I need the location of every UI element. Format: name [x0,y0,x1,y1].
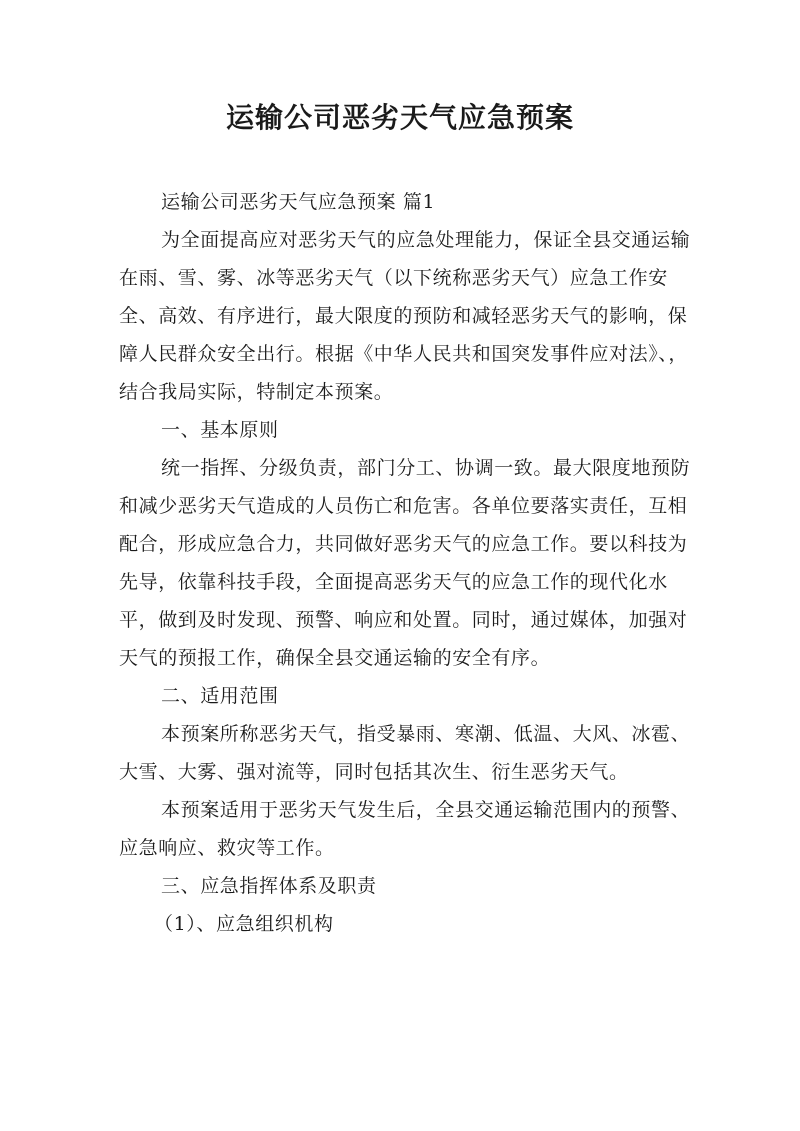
section-heading: 运输公司恶劣天气应急预案 篇1 [161,191,436,213]
paragraph: 本预案适用于恶劣天气发生后，全县交通运输范围内的预警、应急响应、救灾等工作。 [119,799,691,859]
paragraph: 为全面提高应对恶劣天气的应急处理能力，保证全县交通运输在雨、雪、雾、冰等恶劣天气（以下统称恶劣天气）应急工作安全、高效、有序进行，最大限度的预防和减轻恶劣天气的影响，保障人民群众安全出行。根据《中华人民共和国突发事件应对法》、，结合我局实际，特制定本预案。 [119,229,691,403]
section-heading: 二、适用范围 [161,685,279,707]
subsection-heading: （1）、应急组织机构 [154,913,334,935]
section-heading: 一、基本原则 [161,419,279,441]
document-title: 运输公司恶劣天气应急预案 [225,101,574,134]
section-heading: 三、应急指挥体系及职责 [161,875,377,897]
paragraph: 本预案所称恶劣天气，指受暴雨、寒潮、低温、大风、冰雹、大雪、大雾、强对流等，同时包括其次生、衍生恶劣天气。 [119,723,691,783]
paragraph: 统一指挥、分级负责，部门分工、协调一致。最大限度地预防和减少恶劣天气造成的人员伤亡和危害。各单位要落实责任，互相配合，形成应急合力，共同做好恶劣天气的应急工作。要以科技为先导，依靠科技手段，全面提高恶劣天气的应急工作的现代化水平，做到及时发现、预警、响应和处置。同时，通过媒体，加强对天气的预报工作，确保全县交通运输的安全有序。 [119,457,691,669]
document-body [119,183,693,943]
